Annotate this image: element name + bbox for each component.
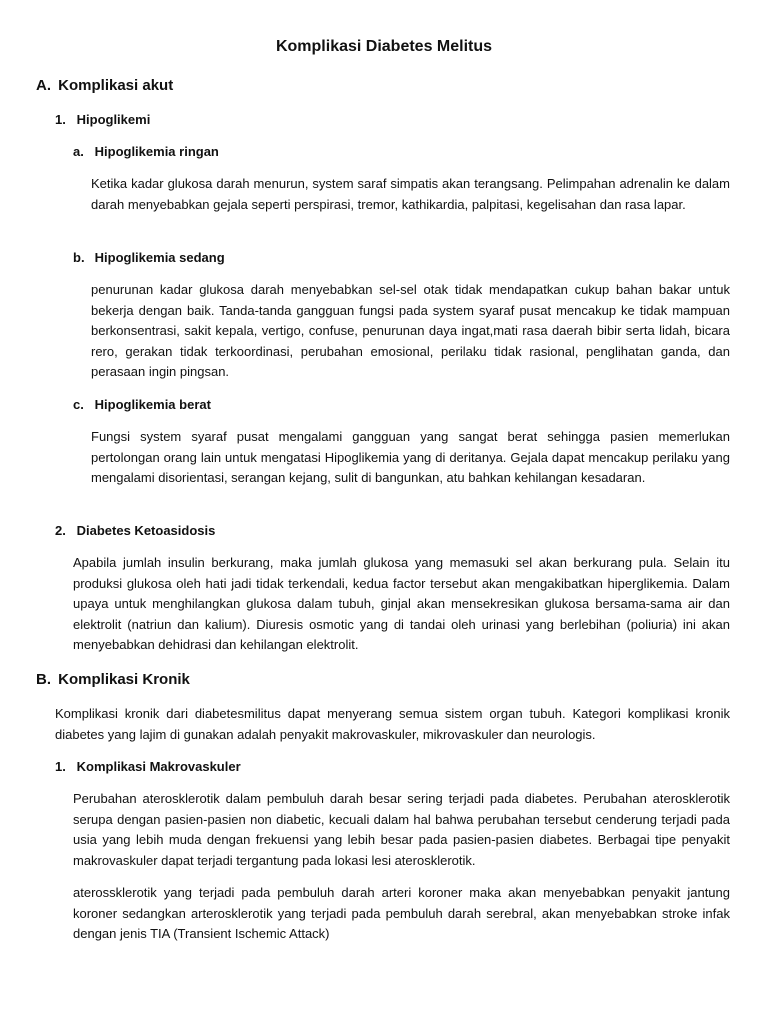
kronik-intro-text: Komplikasi kronik dari diabetesmilitus dapat menyerang semua sistem organ tubuh. Kategori komplikasi kronik diabetes yang lajim di gunakan adalah penyakit makrovaskuler, mikrovaskuler dan neurologis. [55,706,730,742]
section-b-title: Komplikasi Kronik [58,671,190,688]
section-a-title: Komplikasi akut [58,77,174,94]
section-a-heading [36,76,173,96]
hipoglikemia-berat-title: Hipoglikemia berat [94,397,211,412]
hipoglikemia-sedang-text: penurunan kadar glukosa darah menyebabkan sel-sel otak tidak mendapatkan cukup bahan bakar untuk bekerja dengan baik. Tanda-tanda gangguan fungsi pada system syaraf pusat mencakup ke tidak mampuan berkonsentrasi, sakit kepala, vertigo, confuse, penurunan daya ingat,mati rasa daerah bibir serta lidah, bicara rero, gerakan tidak terkoordinasi, perubahan emosional, perilaku tidak rasional, penglihatan ganda, dan perasaan ingin pingsan. [91,282,730,379]
hipoglikemia-ringan-text: Ketika kadar glukosa darah menurun, system saraf simpatis akan terangsang. Pelimpahan adrenalin ke dalam darah menyebabkan gejala seperti perspirasi, tremor, kathikardia, palpitasi, kegelisahan dan rasa lapar. [91,176,730,212]
item-marker: 2. [55,523,66,538]
ketoasidosis-title: Diabetes Ketoasidosis [76,523,216,538]
makrovaskuler-heading [55,758,241,776]
ketoasidosis-heading [55,522,215,540]
hipoglikemia-berat-heading [73,396,211,414]
hipoglikemi-heading [55,111,150,129]
hipoglikemia-sedang-heading [73,249,225,267]
makrovaskuler-text-2: aterossklerotik yang terjadi pada pembuluh darah arteri koroner maka akan menyebabkan penyakit jantung koroner sedangkan arterosklerotik yang terjadi pada pembuluh darah serebral, akan menyebabkan stroke infak dengan jenis TIA (Transient Ischemic Attack) [73,885,730,941]
hipoglikemia-ringan-title: Hipoglikemia ringan [94,144,219,159]
hipoglikemi-title: Hipoglikemi [76,112,151,127]
document-title: Komplikasi Diabetes Melitus [275,38,493,55]
item-marker: 1. [55,112,66,127]
makrovaskuler-text-1: Perubahan aterosklerotik dalam pembuluh darah besar sering terjadi pada diabetes. Perubahan aterosklerotik serupa dengan pasien-pasien non diabetic, kecuali dalam hal bahwa perubahan tersebut cenderung terjadi pada usia yang lebih muda dengan frekuensi yang lebih besar pada pasien-pasien diabetes. Berbagai tipe penyakit makrovaskuler dapat terjadi tergantung pada lokasi lesi aterosklerotik. [73,791,730,868]
section-a-marker: A. [36,77,51,94]
item-marker: 1. [55,759,66,774]
sub-marker: b. [73,250,85,265]
sub-marker: a. [73,144,84,159]
section-b-heading [36,670,190,690]
hipoglikemia-ringan-heading [73,143,219,161]
section-b-marker: B. [36,671,51,688]
hipoglikemia-sedang-title: Hipoglikemia sedang [94,250,225,265]
sub-marker: c. [73,397,84,412]
makrovaskuler-title: Komplikasi Makrovaskuler [76,759,241,774]
ketoasidosis-text: Apabila jumlah insulin berkurang, maka jumlah glukosa yang memasuki sel akan berkurang pula. Selain itu produksi glukosa oleh hati jadi tidak terkendali, kedua factor tersebut akan mengakibatkan hiperglikemia. Dalam upaya untuk menghilangkan glukosa dalam tubuh, ginjal akan mensekresikan glukosa bersama-sama air dan elektrolit (natriun dan kalium). Diuresis osmotic yang di tandai oleh urinasi yang berlebihan (poliuria) ini akan menyebabkan dehidrasi dan kehilangan elektrolit. [73,555,730,652]
hipoglikemia-berat-text: Fungsi system syaraf pusat mengalami gangguan yang sangat berat sehingga pasien memerlukan pertolongan orang lain untuk mengatasi Hipoglikemia yang di deritanya. Gejala dapat mencakup perilaku yang mengalami disorientasi, serangan kejang, sulit di bangunkan, atu bahkan kehilangan kesadaran. [91,429,730,485]
